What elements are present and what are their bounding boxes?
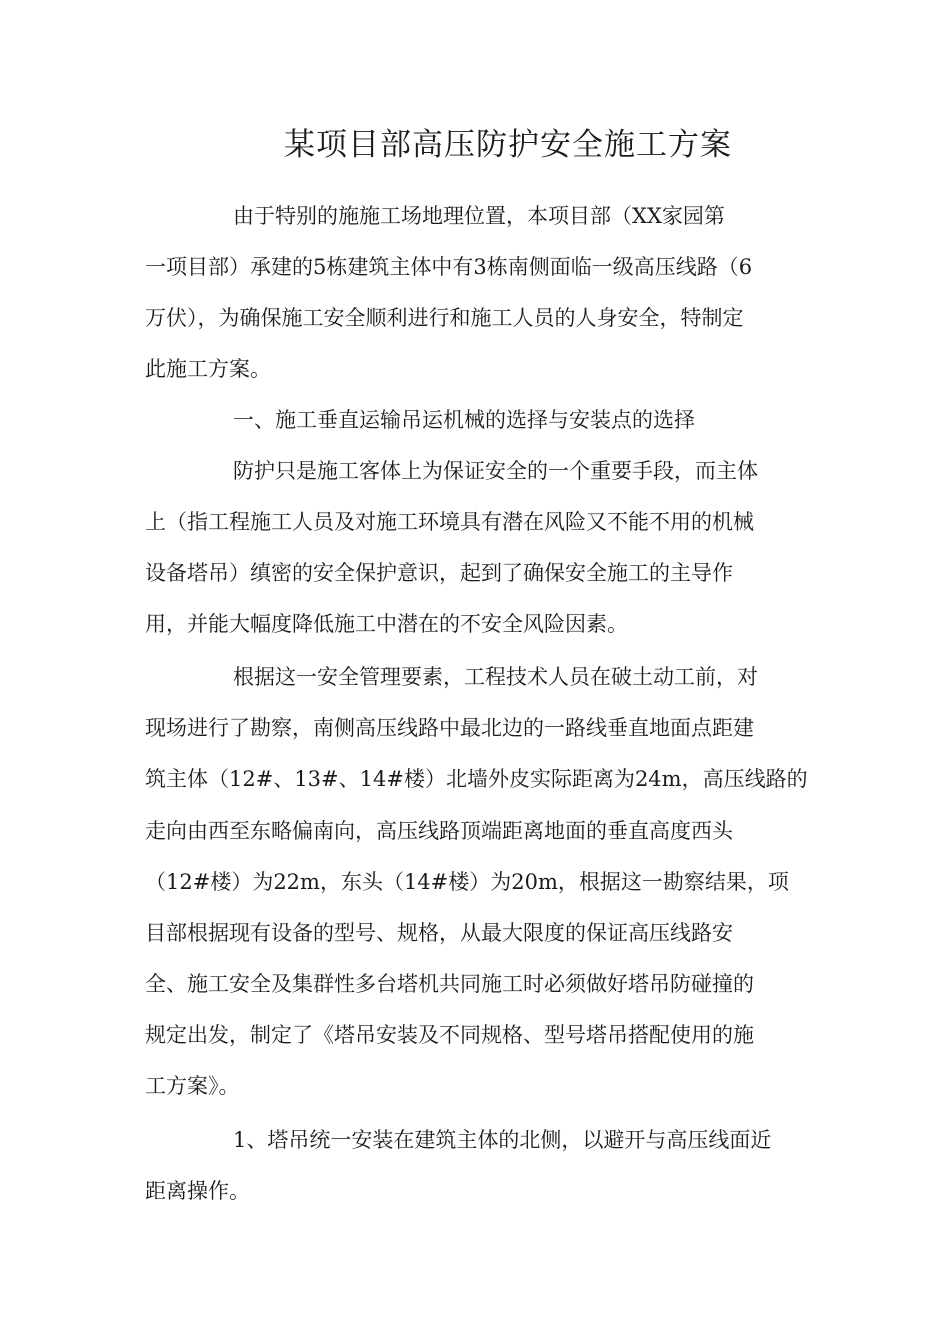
paragraph-line: 工方案》。 [145,1074,240,1098]
paragraph-line: 根据这一安全管理要素，工程技术人员在破土动工前，对 [233,665,758,689]
paragraph-line: 用，并能大幅度降低施工中潜在的不安全风险因素。 [145,612,628,636]
list-item-continuation: 距离操作。 [145,1179,250,1203]
paragraph-line: 目部根据现有设备的型号、规格，从最大限度的保证高压线路安 [145,921,733,945]
paragraph-line: 一项目部）承建的5栋建筑主体中有3栋南侧面临一级高压线路（6 [145,255,753,279]
list-item: 1、塔吊统一安装在建筑主体的北侧，以避开与高压线面近 [233,1128,772,1152]
paragraph-line: 由于特别的施施工场地理位置，本项目部（XX家园第 [233,204,725,228]
paragraph-line: （12#楼）为22m，东头（14#楼）为20m，根据这一勘察结果，项 [145,870,789,894]
page-title: 某项目部高压防护安全施工方案 [284,127,732,163]
paragraph-line: 现场进行了勘察，南侧高压线路中最北边的一路线垂直地面点距建 [145,716,754,740]
section-heading: 一、施工垂直运输吊运机械的选择与安装点的选择 [233,408,695,432]
paragraph-line: 万伏），为确保施工安全顺利进行和施工人员的人身安全，特制定 [145,306,744,330]
paragraph-line: 此施工方案。 [145,357,271,381]
paragraph-line: 设备塔吊）缜密的安全保护意识，起到了确保安全施工的主导作 [145,561,733,585]
paragraph-line: 防护只是施工客体上为保证安全的一个重要手段，而主体 [233,459,758,483]
paragraph-line: 全、施工安全及集群性多台塔机共同施工时必须做好塔吊防碰撞的 [145,972,754,996]
paragraph-line: 筑主体（12#、13#、14#楼）北墙外皮实际距离为24m，高压线路的 [145,767,808,791]
paragraph-line: 上（指工程施工人员及对施工环境具有潜在风险又不能不用的机械 [145,510,754,534]
paragraph-line: 规定出发，制定了《塔吊安装及不同规格、型号塔吊搭配使用的施 [145,1023,754,1047]
paragraph-line: 走向由西至东略偏南向，高压线路顶端距离地面的垂直高度西头 [145,819,733,843]
